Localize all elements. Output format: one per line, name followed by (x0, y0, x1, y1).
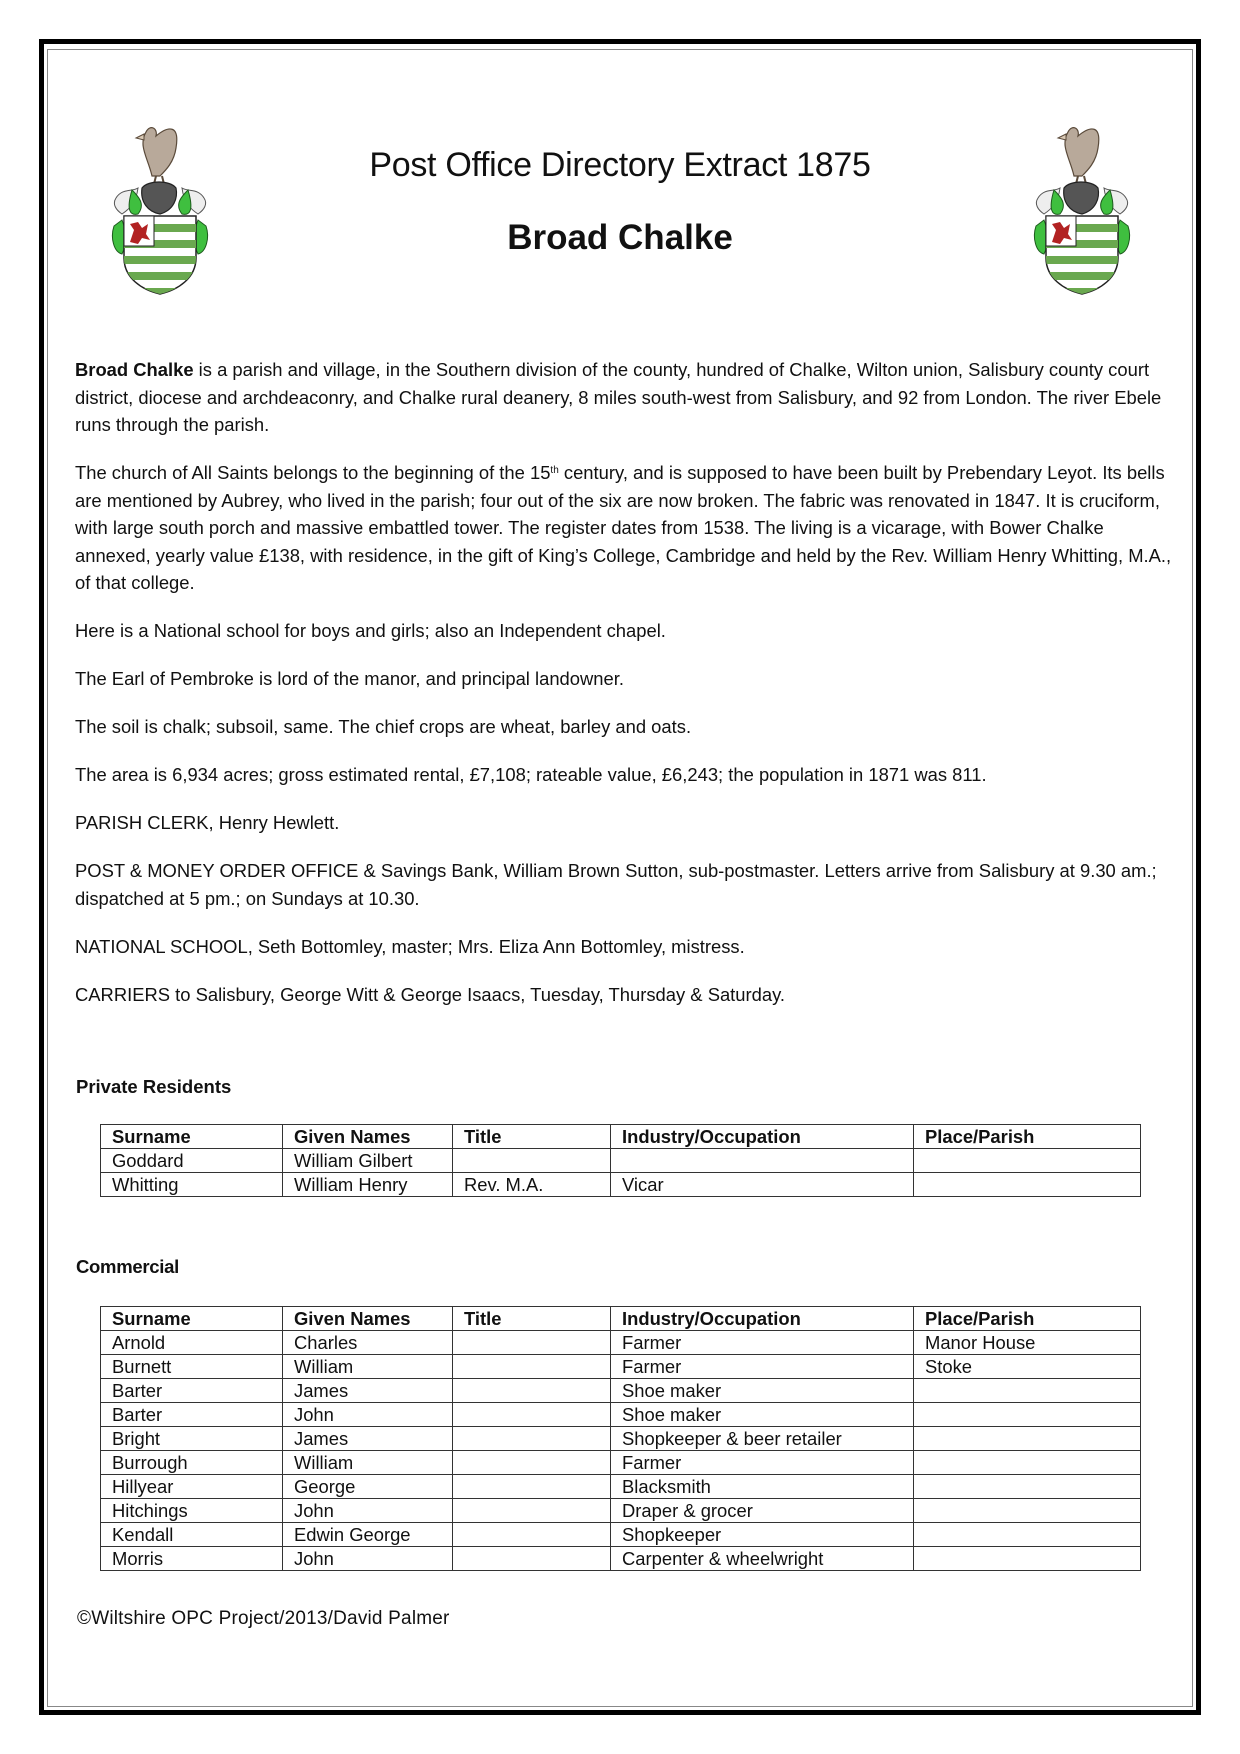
table-row: Barter John Shoe maker (101, 1403, 1141, 1427)
column-header: Title (453, 1125, 611, 1149)
table-header-row (101, 1125, 1141, 1149)
commercial-table (100, 1306, 1141, 1571)
column-header: Industry/Occupation (611, 1307, 914, 1331)
table-row: Hillyear George Blacksmith (101, 1475, 1141, 1499)
paragraph-soil: The soil is chalk; subsoil, same. The chief crops are wheat, barley and oats. (75, 716, 692, 737)
table-row: Burrough William Farmer (101, 1451, 1141, 1475)
column-header: Title (453, 1307, 611, 1331)
coat-of-arms-icon (108, 118, 212, 296)
private-residents-heading: Private Residents (76, 1076, 232, 1097)
paragraph-post-office: POST & MONEY ORDER OFFICE & Savings Bank, William Brown Sutton, sub-postmaster. Letters arrive from Salisbury at 9.30 am.; dispatched at 5 pm.; on Sundays at 10.30. (75, 860, 1157, 909)
paragraph-national-school: NATIONAL SCHOOL, Seth Bottomley, master; Mrs. Eliza Ann Bottomley, mistress. (75, 935, 745, 957)
paragraph-manor: The Earl of Pembroke is lord of the manor, and principal landowner. (75, 668, 624, 689)
paragraph-church: The church of All Saints belongs to the beginning of the 15th century, and is supposed to have been built by Prebendary Leyot. Its bells are mentioned by Aubrey, who lived in the parish; four out of the six are now broken. The fabric was renovated in 1847. It is cruciform, with large south porch and massive embattled tower. The register dates from 1538. The living is a vicarage, with Bower Chalke annexed, yearly value £138, with residence, in the gift of King’s College, Cambridge and held by the Rev. William Henry Whitting, M.A., of that college. (75, 462, 1172, 593)
private-residents-table (100, 1124, 1141, 1197)
paragraph-carriers: CARRIERS to Salisbury, George Witt & George Isaacs, Tuesday, Thursday & Saturday. (75, 983, 786, 1005)
table-row: Morris John Carpenter & wheelwright (101, 1547, 1141, 1571)
paragraph-school: Here is a National school for boys and girls; also an Independent chapel. (75, 620, 666, 641)
paragraph-parish-clerk: PARISH CLERK, Henry Hewlett. (75, 812, 340, 833)
coat-of-arms-icon (1030, 118, 1134, 296)
column-header: Place/Parish (914, 1125, 1141, 1149)
document-subtitle: Broad Chalke (507, 218, 733, 257)
column-header: Surname (101, 1125, 283, 1149)
directory-body (75, 356, 1175, 1029)
table-row: Arnold Charles Farmer Manor House (101, 1331, 1141, 1355)
column-header: Given Names (283, 1307, 453, 1331)
table-row: Whitting William Henry Rev. M.A. Vicar (101, 1173, 1141, 1197)
table-row: Hitchings John Draper & grocer (101, 1499, 1141, 1523)
table-row: Kendall Edwin George Shopkeeper (101, 1523, 1141, 1547)
column-header: Place/Parish (914, 1307, 1141, 1331)
paragraph-area: The area is 6,934 acres; gross estimated rental, £7,108; rateable value, £6,243; the population in 1871 was 811. (75, 764, 987, 785)
document-title: Post Office Directory Extract 1875 (369, 146, 871, 184)
table-row: Bright James Shopkeeper & beer retailer (101, 1427, 1141, 1451)
table-header-row (101, 1307, 1141, 1331)
column-header: Industry/Occupation (611, 1125, 914, 1149)
copyright-footer: ©Wiltshire OPC Project/2013/David Palmer (77, 1608, 450, 1629)
column-header: Given Names (283, 1125, 453, 1149)
commercial-heading: Commercial (76, 1256, 179, 1277)
table-row: Goddard William Gilbert (101, 1149, 1141, 1173)
column-header: Surname (101, 1307, 283, 1331)
paragraph-intro: Broad Chalke is a parish and village, in the Southern division of the county, hundred of Chalke, Wilton union, Salisbury county court district, diocese and archdeaconry, and Chalke rural deanery, 8 miles south-west from Salisbury, and 92 from London. The river Ebele runs through the parish. (75, 359, 1162, 435)
table-row: Burnett William Farmer Stoke (101, 1355, 1141, 1379)
place-name: Broad Chalke (75, 359, 194, 380)
table-row: Barter James Shoe maker (101, 1379, 1141, 1403)
